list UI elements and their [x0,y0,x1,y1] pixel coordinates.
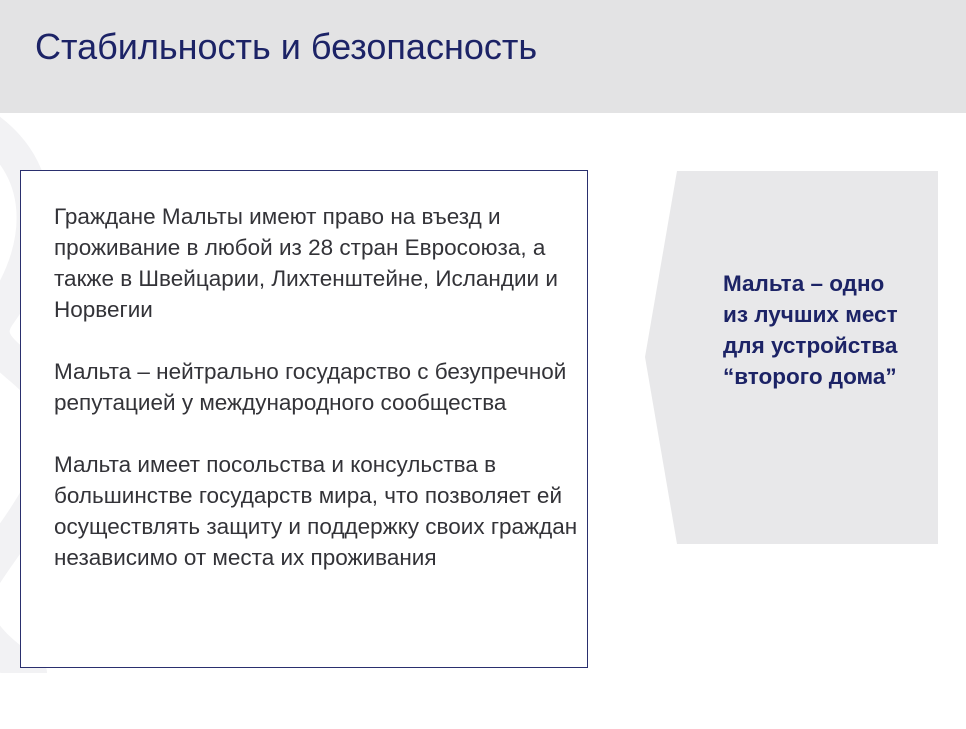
callout-text: Мальта – одно из лучших мест для устройства “второго дома” [723,271,898,389]
paragraph-neutrality: Мальта – нейтрально государство с безупречной репутацией у международного сообщества [54,359,567,415]
callout [645,171,938,544]
bullet-list [54,201,584,604]
content-box [20,170,588,668]
paragraph-schengen-rights: Граждане Мальты имеют право на въезд и проживание в любой из 28 стран Евросоюза, а также в Швейцарии, Лихтенштейне, Исландии и Норвегии [54,204,558,322]
paragraph-embassies: Мальта имеет посольства и консульства в большинстве государств мира, что позволяет ей осуществлять защиту и поддержку своих граждан независимо от места их проживания [54,452,578,570]
slide-title: Стабильность и безопасность [35,26,538,67]
